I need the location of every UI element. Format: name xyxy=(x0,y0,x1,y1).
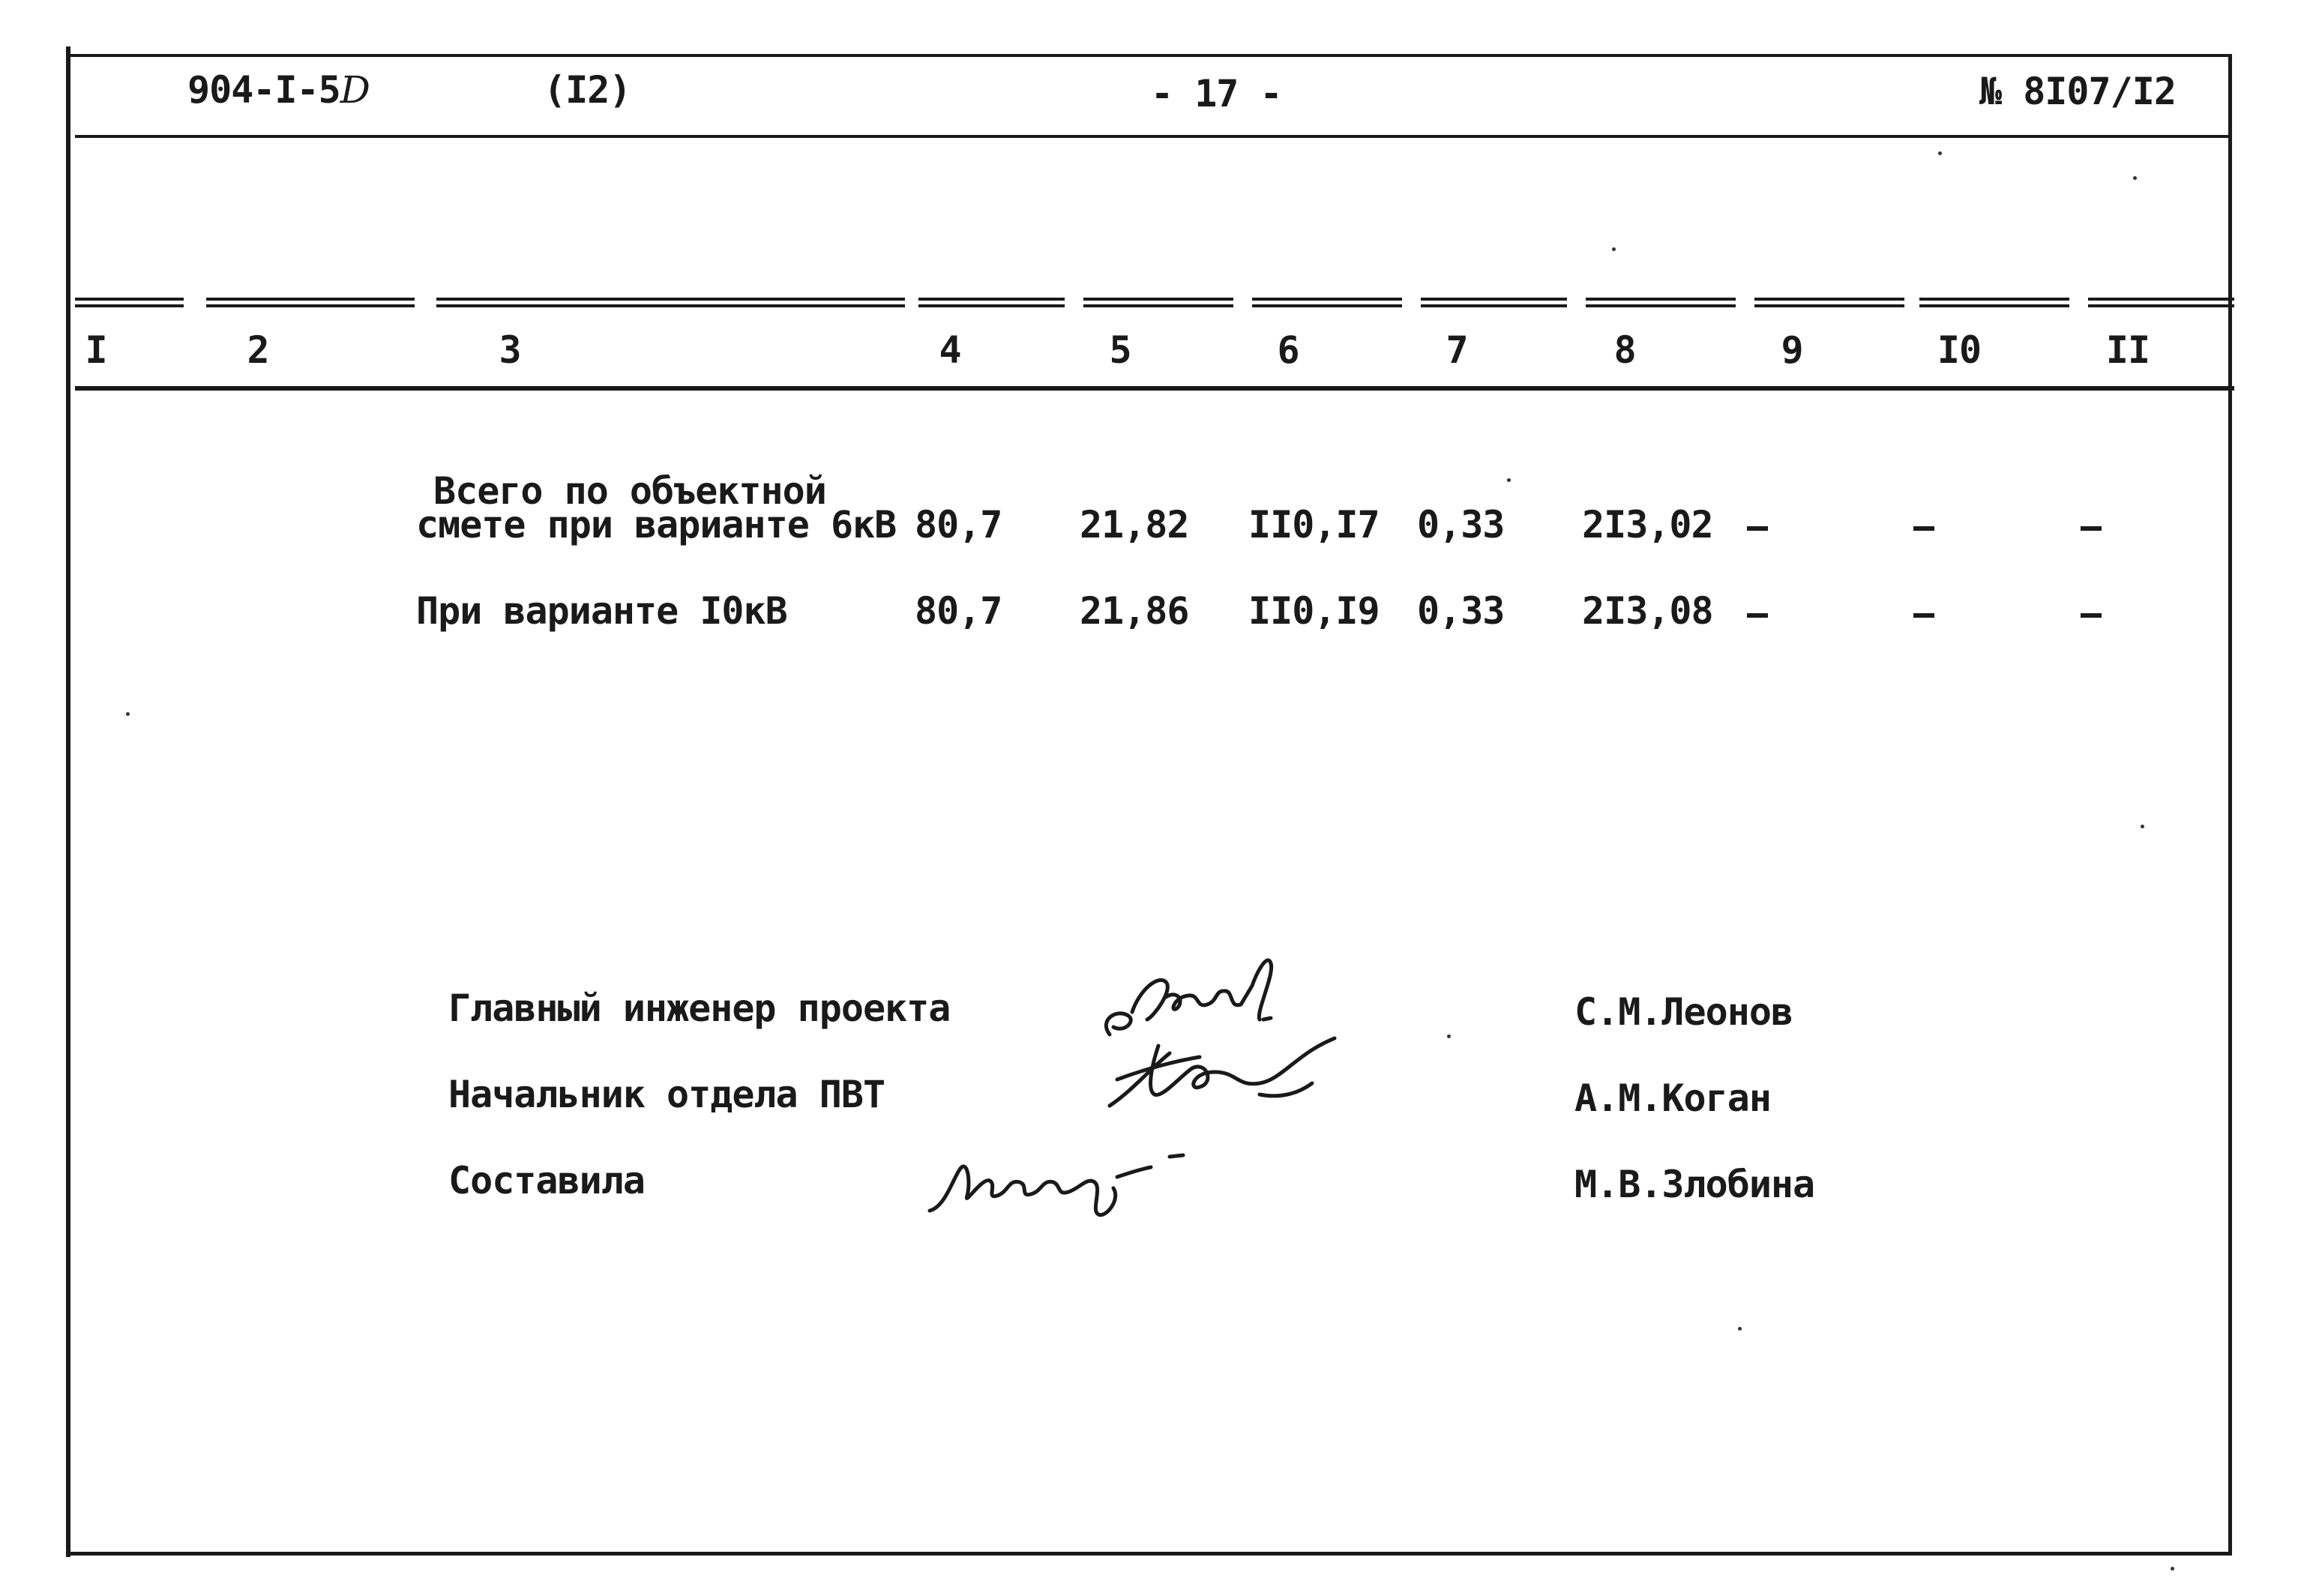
table-top-double-rule xyxy=(1083,298,1233,307)
table-cell: 80,7 xyxy=(915,589,1002,633)
doc-code-typed: 904-I-5 xyxy=(187,68,340,112)
table-header-rule xyxy=(75,386,2234,391)
dash-mark xyxy=(1747,613,1768,618)
table-top-double-rule xyxy=(918,298,1065,307)
table-top-double-rule xyxy=(1252,298,1402,307)
scan-speck xyxy=(2141,825,2144,828)
row-label-line2: смете при варианте 6кВ xyxy=(416,503,897,546)
table-cell: 0,33 xyxy=(1417,503,1505,546)
signatory-name: А.М.Коган xyxy=(1574,1076,1771,1120)
column-number: I xyxy=(85,328,107,372)
doc-code xyxy=(187,68,370,112)
signatory-role: Составила xyxy=(448,1159,645,1202)
dash-mark xyxy=(2081,613,2102,618)
scan-speck xyxy=(1447,1035,1451,1038)
signatory-name: С.М.Леонов xyxy=(1574,990,1793,1034)
table-top-double-rule xyxy=(206,298,415,307)
header-rule xyxy=(75,135,2232,138)
table-top-double-rule xyxy=(1421,298,1567,307)
frame-top-border xyxy=(66,54,2232,57)
scan-speck xyxy=(1612,247,1616,251)
frame-right-border xyxy=(2228,54,2232,1552)
table-top-double-rule xyxy=(75,298,184,307)
scan-speck xyxy=(2171,1567,2174,1571)
sheet-number: № 8I07/I2 xyxy=(1979,70,2176,113)
column-number: 4 xyxy=(939,328,961,372)
column-number: 3 xyxy=(499,328,521,372)
table-cell: II0,I7 xyxy=(1248,503,1380,546)
scan-speck xyxy=(1738,1327,1742,1331)
frame-left-border xyxy=(66,46,70,1557)
dash-mark xyxy=(1747,526,1768,531)
table-top-double-rule xyxy=(1919,298,2069,307)
scan-speck xyxy=(2133,176,2137,180)
table-cell: 21,82 xyxy=(1080,503,1189,546)
signatory-role: Главный инженер проекта xyxy=(448,987,951,1030)
column-number: 2 xyxy=(247,328,269,372)
table-top-double-rule xyxy=(1754,298,1904,307)
column-number: II xyxy=(2105,328,2150,372)
column-number: 7 xyxy=(1446,328,1468,372)
table-top-double-rule xyxy=(436,298,905,307)
row-label-line1: При варианте I0кВ xyxy=(416,589,787,633)
album-number: (I2) xyxy=(544,68,631,112)
dash-mark xyxy=(1913,526,1934,531)
signatory-role: Начальник отдела ПВТ xyxy=(448,1073,885,1116)
table-top-double-rule xyxy=(1586,298,1736,307)
doc-code-handwritten: D xyxy=(340,68,370,112)
table-cell: 0,33 xyxy=(1417,589,1505,633)
frame-bottom-border xyxy=(66,1552,2232,1556)
column-number: 5 xyxy=(1109,328,1131,372)
column-number: I0 xyxy=(1937,328,1982,372)
column-number: 9 xyxy=(1781,328,1803,372)
page-number: - 17 - xyxy=(1151,72,1282,115)
table-cell: 80,7 xyxy=(915,503,1002,546)
signature-compiler xyxy=(915,1136,1200,1226)
signatory-name: М.В.Злобина xyxy=(1574,1163,1815,1206)
scan-speck xyxy=(1938,151,1942,155)
table-cell: 2I3,08 xyxy=(1582,589,1713,633)
scan-speck xyxy=(1507,478,1511,482)
row-label-line1: Всего по объектной xyxy=(433,469,826,513)
dash-mark xyxy=(2081,526,2102,531)
column-number: 6 xyxy=(1277,328,1299,372)
scan-speck xyxy=(126,712,130,716)
table-cell: II0,I9 xyxy=(1248,589,1380,633)
column-number: 8 xyxy=(1613,328,1636,372)
signature-dept-head xyxy=(1087,1023,1357,1121)
table-top-double-rule xyxy=(2088,298,2234,307)
table-cell: 2I3,02 xyxy=(1582,503,1713,546)
table-cell: 21,86 xyxy=(1080,589,1189,633)
dash-mark xyxy=(1913,613,1934,618)
